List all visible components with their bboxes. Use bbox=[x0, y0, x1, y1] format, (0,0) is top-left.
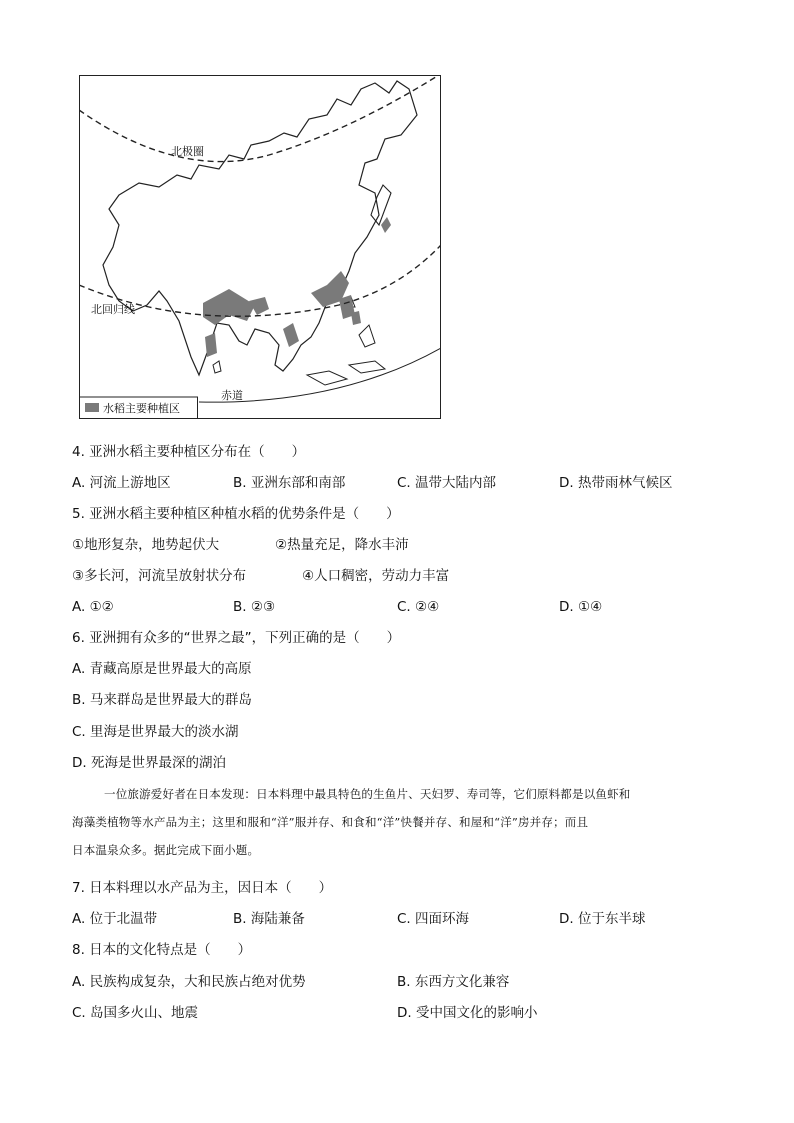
q6-option-d[interactable]: D. 死海是世界最深的湖泊 bbox=[72, 755, 226, 771]
question-6-stem: 6. 亚洲拥有众多的“世界之最”，下列正确的是（ ） bbox=[72, 630, 401, 646]
map-legend bbox=[80, 397, 198, 419]
q5-option-c[interactable]: C. ②④ bbox=[397, 599, 440, 615]
q5-condition-3: ③多长河，河流呈放射状分布 bbox=[72, 568, 247, 584]
q6-option-a[interactable]: A. 青藏高原是世界最大的高原 bbox=[72, 661, 252, 677]
question-7-stem: 7. 日本料理以水产品为主，因日本（ ） bbox=[72, 880, 333, 896]
q7-option-d[interactable]: D. 位于东半球 bbox=[559, 911, 646, 927]
q5-condition-2: ②热量充足，降水丰沛 bbox=[275, 537, 409, 553]
q8-option-b[interactable]: B. 东西方文化兼容 bbox=[397, 974, 510, 990]
passage-line-2: 海藻类植物等水产品为主；这里和服和“洋”服并存、和食和“洋”快餐并存、和屋和“洋”房并存；而且 bbox=[72, 815, 589, 829]
passage-line-3: 日本温泉众多。据此完成下面小题。 bbox=[72, 843, 260, 857]
legend-label: 水稻主要种植区 bbox=[103, 403, 180, 415]
q5-option-b[interactable]: B. ②③ bbox=[233, 599, 276, 615]
q6-option-c[interactable]: C. 里海是世界最大的淡水湖 bbox=[72, 724, 239, 740]
q4-option-b[interactable]: B. 亚洲东部和南部 bbox=[233, 475, 346, 491]
q7-option-c[interactable]: C. 四面环海 bbox=[397, 911, 470, 927]
q4-option-a[interactable]: A. 河流上游地区 bbox=[72, 475, 171, 491]
q5-condition-1: ①地形复杂，地势起伏大 bbox=[72, 537, 220, 553]
tropic-label: 北回归线 bbox=[91, 304, 135, 316]
q4-option-c[interactable]: C. 温带大陆内部 bbox=[397, 475, 497, 491]
q4-option-d[interactable]: D. 热带雨林气候区 bbox=[559, 475, 673, 491]
q8-option-a[interactable]: A. 民族构成复杂，大和民族占绝对优势 bbox=[72, 974, 306, 990]
question-8-stem: 8. 日本的文化特点是（ ） bbox=[72, 942, 252, 958]
map-graphic bbox=[79, 75, 441, 419]
q7-option-a[interactable]: A. 位于北温带 bbox=[72, 911, 158, 927]
q8-option-d[interactable]: D. 受中国文化的影响小 bbox=[397, 1005, 538, 1021]
q5-option-d[interactable]: D. ①④ bbox=[559, 599, 603, 615]
question-4-stem: 4. 亚洲水稻主要种植区分布在（ ） bbox=[72, 444, 306, 460]
asia-rice-map bbox=[79, 75, 441, 419]
q5-option-a[interactable]: A. ①② bbox=[72, 599, 114, 615]
question-5-stem: 5. 亚洲水稻主要种植区种植水稻的优势条件是（ ） bbox=[72, 506, 400, 522]
reading-passage bbox=[72, 780, 732, 864]
passage-line-1: 一位旅游爱好者在日本发现：日本料理中最具特色的生鱼片、天妇罗、寿司等，它们原料都是以鱼虾和 bbox=[104, 787, 631, 801]
q5-condition-4: ④人口稠密，劳动力丰富 bbox=[302, 568, 450, 584]
legend-swatch bbox=[85, 403, 99, 412]
q6-option-b[interactable]: B. 马来群岛是世界最大的群岛 bbox=[72, 692, 252, 708]
arctic-circle-label: 北极圈 bbox=[171, 146, 204, 158]
q8-option-c[interactable]: C. 岛国多火山、地震 bbox=[72, 1005, 199, 1021]
q7-option-b[interactable]: B. 海陆兼备 bbox=[233, 911, 305, 927]
equator-label: 赤道 bbox=[221, 390, 243, 402]
